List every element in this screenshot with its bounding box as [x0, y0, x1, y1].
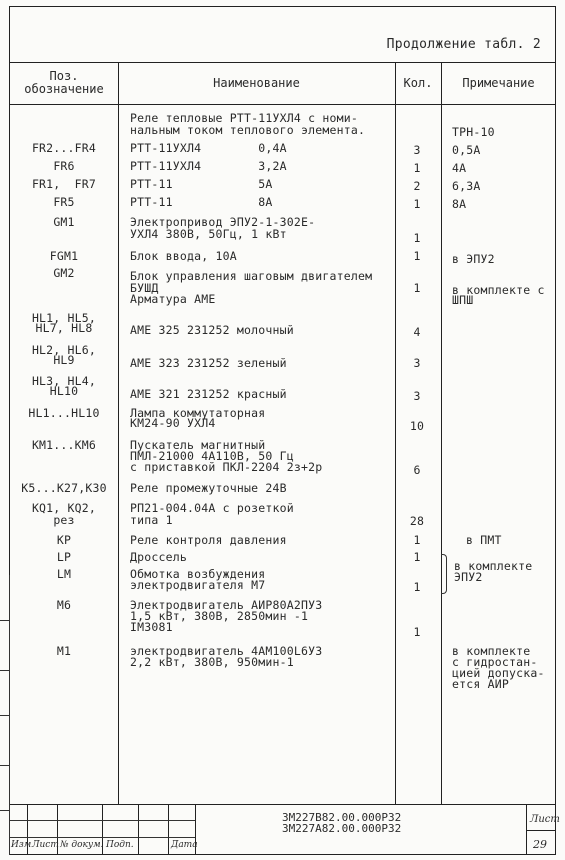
continuation-title: Продолжение табл. 2: [386, 37, 541, 52]
table-row-qty: 1: [413, 197, 421, 211]
col-header-qty: Кол.: [403, 76, 433, 90]
table-row-name: Обмотка возбуждения электродвигателя М7: [130, 567, 266, 592]
sheet-label: Лист: [530, 814, 560, 825]
col-divider: [395, 62, 396, 804]
table-row-qty: 1: [413, 161, 421, 175]
table-row-qty: 3: [413, 143, 421, 157]
col-header-name: Наименование: [213, 76, 300, 90]
table-row-name: Блок управления шаговым двигателем БУШД: [130, 269, 373, 295]
table-row-pos: КQ1, КQ2, рез: [31, 501, 97, 527]
table-row-qty: 1: [413, 550, 421, 564]
table-row-name: Реле контроля давления: [130, 533, 287, 547]
col-divider: [441, 62, 442, 804]
table-row-note: ТРН-10: [452, 125, 495, 139]
table-row-qty: 28: [409, 514, 425, 528]
table-row-name: электродвигатель 4АМ100L6У3 2,2 кВт, 380В, 950мин-1: [130, 644, 323, 669]
table-row-note: в ПМТ: [466, 533, 502, 547]
table-row-pos: FR5: [53, 195, 75, 209]
table-row-qty: 1: [413, 281, 421, 295]
table-row-name: РТТ-11 8А: [130, 195, 273, 209]
table-row-pos: FR2...FR4: [31, 141, 97, 155]
table-row-pos: GM2: [53, 266, 75, 280]
table-row-note: в комплекте ЭПУ2: [454, 559, 533, 584]
stamp-label-sheet: Лист: [32, 840, 59, 850]
col-header-note: Примечание: [462, 76, 535, 90]
table-row-name: РП21-004.04А с розеткой типа 1: [130, 501, 294, 527]
table-row-note: 4А: [452, 161, 467, 175]
table-row-pos: FR6: [53, 159, 75, 173]
table-row-pos: GM1: [53, 215, 75, 229]
stamp-label-change: Изм: [11, 840, 32, 850]
table-row-name: АМЕ 323 231252 зеленый: [130, 356, 287, 370]
table-row-note: в комплекте с ШПШ: [452, 283, 545, 307]
sheet-number: 29: [533, 838, 547, 851]
table-row-note: в комплекте с гидростан- цией допуска- ется АИР: [452, 644, 545, 691]
table-row-pos: LМ: [56, 567, 72, 581]
table-row-qty: 1: [413, 231, 421, 245]
table-row-pos: HL3, HL4, HL10: [31, 374, 97, 398]
table-row-qty: 1: [413, 625, 421, 639]
table-row-name: Реле промежуточные 24В: [130, 481, 287, 495]
table-row-pos: КР: [56, 533, 72, 547]
table-row-name: РТТ-11УХЛ4 3,2А: [130, 159, 287, 173]
table-row-pos: HL1...HL10: [28, 406, 100, 420]
table-row-qty: 3: [413, 389, 421, 403]
table-row-pos: HL1, HL5, HL7, HL8: [31, 311, 97, 335]
stamp-label-doc: № докум.: [60, 840, 104, 850]
table-row-name: Дроссель: [130, 550, 187, 564]
sheet-number-divider: [526, 830, 556, 831]
table-row-note: в ЭПУ2: [452, 252, 495, 266]
table-row-pos: КМ1...КМ6: [31, 438, 97, 452]
stamp-rule: [10, 837, 195, 838]
table-row-pos: М1: [56, 644, 72, 658]
header-divider: [10, 104, 556, 105]
stamp-label-sign: Подп.: [106, 840, 134, 850]
table-row-qty: 2: [413, 179, 421, 193]
col-header-position: Поз. обозначение: [24, 69, 104, 96]
table-row-qty: 1: [413, 580, 421, 594]
table-row-qty: 4: [413, 325, 421, 339]
stamp-label-date: Дата: [171, 840, 198, 850]
group-bracket: [441, 554, 447, 594]
table-row-name: Электропривод ЭПУ2-1-302Е- УХЛ4 380В, 50Гц, 1 кВт: [130, 215, 316, 241]
table-row-name: Реле тепловые РТТ-11УХЛ4 с номи- нальным током теплового элемента.: [130, 111, 366, 137]
table-row-name: АМЕ 325 231252 молочный: [130, 323, 294, 337]
table-row-note: 8А: [452, 197, 467, 211]
table-row-name: Блок ввода, 10А: [130, 249, 237, 263]
table-row-name: Лампа коммутаторная КМ24-90 УХЛ4: [130, 406, 266, 430]
table-row-name: РТТ-11УХЛ4 0,4А: [130, 141, 287, 155]
table-row-name: Арматура АМЕ: [130, 292, 216, 306]
table-row-name: Пускатель магнитный ПМЛ-21000 4А110В, 50 Гц с приставкой ПКЛ-2204 2з+2р: [130, 438, 323, 474]
table-row-qty: 1: [413, 533, 421, 547]
table-row-note: 6,3А: [452, 179, 481, 193]
table-row-qty: 6: [413, 463, 421, 477]
document-code: ЗМ227В82.00.000Р32 ЗМ227А82.00.000Р32: [282, 811, 402, 835]
binding-margin: [0, 575, 10, 855]
stamp-divider: [168, 804, 169, 855]
table-row-pos: LР: [56, 550, 72, 564]
table-row-pos: FR1, FR7: [31, 177, 97, 191]
stamp-rule: [10, 820, 195, 821]
table-row-qty: 3: [413, 356, 421, 370]
col-divider: [118, 62, 119, 804]
table-row-name: Электродвигатель АИР80А2ПУ3 1,5 кВт, 380В, 2850мин -1 IM3081: [130, 598, 323, 634]
table-row-name: РТТ-11 5А: [130, 177, 273, 191]
stamp-divider: [138, 804, 139, 855]
table-row-name: АМЕ 321 231252 красный: [130, 387, 287, 401]
table-row-pos: М6: [56, 598, 72, 612]
table-row-pos: FGM1: [49, 249, 79, 263]
table-row-pos: К5...К27,К30: [21, 481, 107, 495]
table-row-note: 0,5А: [452, 143, 481, 157]
table-row-qty: 1: [413, 249, 421, 263]
table-row-qty: 10: [409, 419, 425, 433]
table-row-pos: HL2, HL6, HL9: [31, 343, 97, 367]
